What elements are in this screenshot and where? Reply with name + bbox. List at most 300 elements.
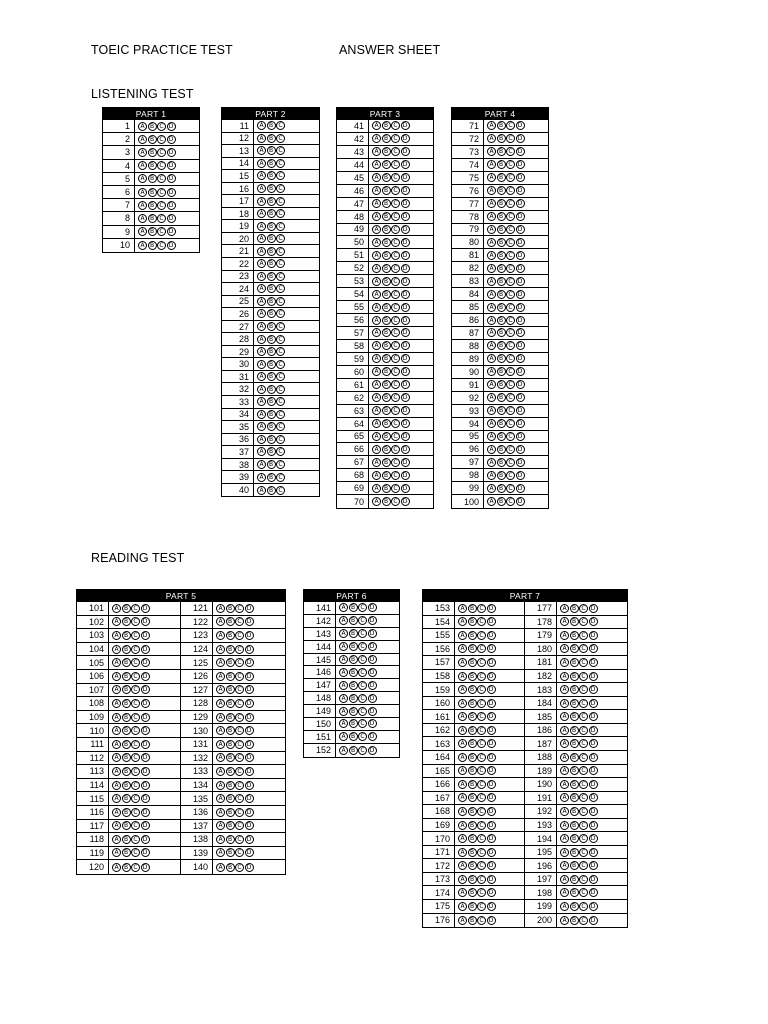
answer-bubble-a[interactable]: A [216,808,225,817]
answer-bubble-b[interactable]: B [468,861,477,870]
answer-bubble-b[interactable]: B [570,766,579,775]
answer-bubble-b[interactable]: B [468,875,477,884]
answer-bubble-d[interactable]: D [589,739,598,748]
answer-bubble-b[interactable]: B [382,458,391,467]
answer-bubble-b[interactable]: B [497,458,506,467]
answer-bubble-c[interactable]: C [579,834,588,843]
answer-bubble-b[interactable]: B [468,753,477,762]
answer-bubble-c[interactable]: C [131,808,140,817]
answer-bubble-d[interactable]: D [245,617,254,626]
answer-bubble-b[interactable]: B [122,781,131,790]
answer-bubble-a[interactable]: A [257,397,266,406]
answer-bubble-d[interactable]: D [401,225,410,234]
answer-bubble-a[interactable]: A [257,222,266,231]
answer-bubble-b[interactable]: B [267,284,276,293]
answer-bubble-c[interactable]: C [579,916,588,925]
answer-bubble-b[interactable]: B [349,707,358,716]
answer-bubble-d[interactable]: D [245,631,254,640]
answer-bubble-d[interactable]: D [516,160,525,169]
answer-bubble-b[interactable]: B [226,835,235,844]
answer-bubble-d[interactable]: D [516,186,525,195]
answer-bubble-c[interactable]: C [477,672,486,681]
answer-bubble-a[interactable]: A [257,309,266,318]
answer-bubble-d[interactable]: D [368,719,377,728]
answer-bubble-d[interactable]: D [516,367,525,376]
answer-bubble-c[interactable]: C [276,486,285,495]
answer-bubble-d[interactable]: D [141,821,150,830]
answer-bubble-d[interactable]: D [487,726,496,735]
answer-bubble-c[interactable]: C [506,238,515,247]
answer-bubble-a[interactable]: A [372,160,381,169]
answer-bubble-a[interactable]: A [487,238,496,247]
answer-bubble-a[interactable]: A [138,241,147,250]
answer-bubble-b[interactable]: B [570,604,579,613]
answer-bubble-b[interactable]: B [267,209,276,218]
answer-bubble-d[interactable]: D [167,241,176,250]
answer-bubble-c[interactable]: C [506,367,515,376]
answer-bubble-c[interactable]: C [358,694,367,703]
answer-bubble-c[interactable]: C [235,781,244,790]
answer-bubble-a[interactable]: A [216,685,225,694]
answer-bubble-c[interactable]: C [579,658,588,667]
answer-bubble-c[interactable]: C [477,766,486,775]
answer-bubble-d[interactable]: D [141,781,150,790]
answer-bubble-a[interactable]: A [372,341,381,350]
answer-bubble-a[interactable]: A [560,685,569,694]
answer-bubble-d[interactable]: D [487,604,496,613]
answer-bubble-a[interactable]: A [257,159,266,168]
answer-bubble-b[interactable]: B [382,186,391,195]
answer-bubble-a[interactable]: A [216,645,225,654]
answer-bubble-c[interactable]: C [276,385,285,394]
answer-bubble-b[interactable]: B [226,604,235,613]
answer-bubble-c[interactable]: C [276,347,285,356]
answer-bubble-a[interactable]: A [216,713,225,722]
answer-bubble-c[interactable]: C [477,888,486,897]
answer-bubble-c[interactable]: C [276,360,285,369]
answer-bubble-a[interactable]: A [458,916,467,925]
answer-bubble-d[interactable]: D [401,380,410,389]
answer-bubble-a[interactable]: A [458,739,467,748]
answer-bubble-a[interactable]: A [458,821,467,830]
answer-bubble-d[interactable]: D [516,316,525,325]
answer-bubble-d[interactable]: D [245,740,254,749]
answer-bubble-d[interactable]: D [487,699,496,708]
answer-bubble-b[interactable]: B [468,902,477,911]
answer-bubble-c[interactable]: C [477,699,486,708]
answer-bubble-c[interactable]: C [477,658,486,667]
answer-bubble-c[interactable]: C [391,303,400,312]
answer-bubble-d[interactable]: D [141,604,150,613]
answer-bubble-d[interactable]: D [401,160,410,169]
answer-bubble-c[interactable]: C [131,753,140,762]
answer-bubble-d[interactable]: D [401,354,410,363]
answer-bubble-b[interactable]: B [382,316,391,325]
answer-bubble-d[interactable]: D [141,808,150,817]
answer-bubble-a[interactable]: A [138,188,147,197]
answer-bubble-d[interactable]: D [368,707,377,716]
answer-bubble-b[interactable]: B [570,672,579,681]
answer-bubble-d[interactable]: D [401,445,410,454]
answer-bubble-c[interactable]: C [506,160,515,169]
answer-bubble-d[interactable]: D [487,672,496,681]
answer-bubble-b[interactable]: B [468,726,477,735]
answer-bubble-d[interactable]: D [245,699,254,708]
answer-bubble-b[interactable]: B [497,160,506,169]
answer-bubble-a[interactable]: A [560,672,569,681]
answer-bubble-d[interactable]: D [589,875,598,884]
answer-bubble-d[interactable]: D [589,916,598,925]
answer-bubble-a[interactable]: A [560,739,569,748]
answer-bubble-b[interactable]: B [570,780,579,789]
answer-bubble-c[interactable]: C [477,631,486,640]
answer-bubble-a[interactable]: A [138,148,147,157]
answer-bubble-a[interactable]: A [112,848,121,857]
answer-bubble-d[interactable]: D [589,672,598,681]
answer-bubble-c[interactable]: C [506,445,515,454]
answer-bubble-c[interactable]: C [358,629,367,638]
answer-bubble-d[interactable]: D [516,303,525,312]
answer-bubble-d[interactable]: D [141,631,150,640]
answer-bubble-c[interactable]: C [235,699,244,708]
answer-bubble-c[interactable]: C [391,290,400,299]
answer-bubble-a[interactable]: A [458,604,467,613]
answer-bubble-b[interactable]: B [382,432,391,441]
answer-bubble-a[interactable]: A [257,197,266,206]
answer-bubble-c[interactable]: C [131,658,140,667]
answer-bubble-c[interactable]: C [276,209,285,218]
answer-bubble-b[interactable]: B [468,712,477,721]
answer-bubble-b[interactable]: B [226,617,235,626]
answer-bubble-a[interactable]: A [112,672,121,681]
answer-bubble-a[interactable]: A [216,848,225,857]
answer-bubble-b[interactable]: B [122,658,131,667]
answer-bubble-a[interactable]: A [112,685,121,694]
answer-bubble-a[interactable]: A [458,861,467,870]
answer-bubble-d[interactable]: D [141,863,150,872]
answer-bubble-b[interactable]: B [468,685,477,694]
answer-bubble-b[interactable]: B [382,173,391,182]
answer-bubble-a[interactable]: A [487,186,496,195]
answer-bubble-c[interactable]: C [391,173,400,182]
answer-bubble-b[interactable]: B [497,121,506,130]
answer-bubble-a[interactable]: A [458,834,467,843]
answer-bubble-c[interactable]: C [506,484,515,493]
answer-bubble-a[interactable]: A [458,875,467,884]
answer-bubble-b[interactable]: B [122,767,131,776]
answer-bubble-b[interactable]: B [382,212,391,221]
answer-bubble-a[interactable]: A [487,497,496,506]
answer-bubble-c[interactable]: C [131,767,140,776]
answer-bubble-b[interactable]: B [267,473,276,482]
answer-bubble-a[interactable]: A [372,393,381,402]
answer-bubble-a[interactable]: A [257,360,266,369]
answer-bubble-a[interactable]: A [372,484,381,493]
answer-bubble-d[interactable]: D [141,617,150,626]
answer-bubble-a[interactable]: A [560,888,569,897]
answer-bubble-d[interactable]: D [487,658,496,667]
answer-bubble-a[interactable]: A [458,644,467,653]
answer-bubble-a[interactable]: A [339,707,348,716]
answer-bubble-d[interactable]: D [516,497,525,506]
answer-bubble-c[interactable]: C [477,780,486,789]
answer-bubble-d[interactable]: D [589,631,598,640]
answer-bubble-a[interactable]: A [560,726,569,735]
answer-bubble-c[interactable]: C [579,631,588,640]
answer-bubble-a[interactable]: A [458,699,467,708]
answer-bubble-a[interactable]: A [257,473,266,482]
answer-bubble-b[interactable]: B [382,199,391,208]
answer-bubble-d[interactable]: D [516,354,525,363]
answer-bubble-a[interactable]: A [560,766,569,775]
answer-bubble-a[interactable]: A [372,199,381,208]
answer-bubble-a[interactable]: A [458,658,467,667]
answer-bubble-a[interactable]: A [487,173,496,182]
answer-bubble-c[interactable]: C [358,719,367,728]
answer-bubble-c[interactable]: C [276,397,285,406]
answer-bubble-d[interactable]: D [516,199,525,208]
answer-bubble-c[interactable]: C [477,617,486,626]
answer-bubble-d[interactable]: D [516,406,525,415]
answer-bubble-b[interactable]: B [349,694,358,703]
answer-bubble-d[interactable]: D [141,767,150,776]
answer-bubble-d[interactable]: D [245,821,254,830]
answer-bubble-d[interactable]: D [487,766,496,775]
answer-bubble-b[interactable]: B [122,685,131,694]
answer-bubble-d[interactable]: D [401,497,410,506]
answer-bubble-c[interactable]: C [579,685,588,694]
answer-bubble-c[interactable]: C [506,316,515,325]
answer-bubble-b[interactable]: B [497,367,506,376]
answer-bubble-c[interactable]: C [235,835,244,844]
answer-bubble-c[interactable]: C [391,147,400,156]
answer-bubble-d[interactable]: D [368,668,377,677]
answer-bubble-a[interactable]: A [257,372,266,381]
answer-bubble-a[interactable]: A [257,486,266,495]
answer-bubble-a[interactable]: A [372,186,381,195]
answer-bubble-a[interactable]: A [339,694,348,703]
answer-bubble-b[interactable]: B [349,642,358,651]
answer-bubble-a[interactable]: A [257,460,266,469]
answer-bubble-c[interactable]: C [579,699,588,708]
answer-bubble-b[interactable]: B [267,234,276,243]
answer-bubble-d[interactable]: D [589,685,598,694]
answer-bubble-a[interactable]: A [487,341,496,350]
answer-bubble-a[interactable]: A [372,277,381,286]
answer-bubble-b[interactable]: B [267,134,276,143]
answer-bubble-b[interactable]: B [148,174,157,183]
answer-bubble-b[interactable]: B [226,672,235,681]
answer-bubble-b[interactable]: B [468,780,477,789]
answer-bubble-a[interactable]: A [458,726,467,735]
answer-bubble-d[interactable]: D [516,212,525,221]
answer-bubble-b[interactable]: B [497,251,506,260]
answer-bubble-b[interactable]: B [148,135,157,144]
answer-bubble-b[interactable]: B [497,341,506,350]
answer-bubble-b[interactable]: B [570,658,579,667]
answer-bubble-d[interactable]: D [167,148,176,157]
answer-bubble-c[interactable]: C [276,146,285,155]
answer-bubble-b[interactable]: B [468,848,477,857]
answer-bubble-a[interactable]: A [487,303,496,312]
answer-bubble-d[interactable]: D [167,214,176,223]
answer-bubble-a[interactable]: A [112,821,121,830]
answer-bubble-a[interactable]: A [138,214,147,223]
answer-bubble-b[interactable]: B [349,681,358,690]
answer-bubble-c[interactable]: C [276,435,285,444]
answer-bubble-a[interactable]: A [339,629,348,638]
answer-bubble-a[interactable]: A [487,354,496,363]
answer-bubble-b[interactable]: B [570,644,579,653]
answer-bubble-a[interactable]: A [372,445,381,454]
answer-bubble-b[interactable]: B [349,668,358,677]
answer-bubble-d[interactable]: D [141,726,150,735]
answer-bubble-d[interactable]: D [141,713,150,722]
answer-bubble-b[interactable]: B [468,739,477,748]
answer-bubble-b[interactable]: B [497,264,506,273]
answer-bubble-c[interactable]: C [157,148,166,157]
answer-bubble-c[interactable]: C [276,272,285,281]
answer-bubble-a[interactable]: A [112,740,121,749]
answer-bubble-c[interactable]: C [131,685,140,694]
answer-bubble-a[interactable]: A [138,122,147,131]
answer-bubble-a[interactable]: A [257,134,266,143]
answer-bubble-d[interactable]: D [401,264,410,273]
answer-bubble-a[interactable]: A [257,209,266,218]
answer-bubble-c[interactable]: C [235,808,244,817]
answer-bubble-d[interactable]: D [516,445,525,454]
answer-bubble-b[interactable]: B [122,821,131,830]
answer-bubble-b[interactable]: B [570,753,579,762]
answer-bubble-c[interactable]: C [235,848,244,857]
answer-bubble-c[interactable]: C [391,199,400,208]
answer-bubble-d[interactable]: D [245,726,254,735]
answer-bubble-c[interactable]: C [235,685,244,694]
answer-bubble-d[interactable]: D [589,807,598,816]
answer-bubble-a[interactable]: A [216,821,225,830]
answer-bubble-c[interactable]: C [579,644,588,653]
answer-bubble-c[interactable]: C [391,264,400,273]
answer-bubble-d[interactable]: D [401,471,410,480]
answer-bubble-a[interactable]: A [257,297,266,306]
answer-bubble-a[interactable]: A [560,712,569,721]
answer-bubble-c[interactable]: C [276,197,285,206]
answer-bubble-a[interactable]: A [339,655,348,664]
answer-bubble-c[interactable]: C [506,147,515,156]
answer-bubble-c[interactable]: C [579,793,588,802]
answer-bubble-a[interactable]: A [560,834,569,843]
answer-bubble-b[interactable]: B [267,159,276,168]
answer-bubble-a[interactable]: A [458,780,467,789]
answer-bubble-d[interactable]: D [401,393,410,402]
answer-bubble-c[interactable]: C [477,739,486,748]
answer-bubble-d[interactable]: D [589,699,598,708]
answer-bubble-c[interactable]: C [506,354,515,363]
answer-bubble-c[interactable]: C [477,807,486,816]
answer-bubble-d[interactable]: D [245,794,254,803]
answer-bubble-a[interactable]: A [112,781,121,790]
answer-bubble-d[interactable]: D [487,739,496,748]
answer-bubble-a[interactable]: A [138,174,147,183]
answer-bubble-b[interactable]: B [382,160,391,169]
answer-bubble-c[interactable]: C [131,848,140,857]
answer-bubble-a[interactable]: A [487,484,496,493]
answer-bubble-c[interactable]: C [131,821,140,830]
answer-bubble-a[interactable]: A [487,328,496,337]
answer-bubble-b[interactable]: B [122,645,131,654]
answer-bubble-a[interactable]: A [257,171,266,180]
answer-bubble-a[interactable]: A [487,199,496,208]
answer-bubble-a[interactable]: A [487,316,496,325]
answer-bubble-c[interactable]: C [131,672,140,681]
answer-bubble-d[interactable]: D [589,902,598,911]
answer-bubble-c[interactable]: C [276,410,285,419]
answer-bubble-b[interactable]: B [570,888,579,897]
answer-bubble-d[interactable]: D [401,303,410,312]
answer-bubble-d[interactable]: D [245,604,254,613]
answer-bubble-c[interactable]: C [506,134,515,143]
answer-bubble-c[interactable]: C [391,251,400,260]
answer-bubble-d[interactable]: D [141,794,150,803]
answer-bubble-a[interactable]: A [257,335,266,344]
answer-bubble-b[interactable]: B [226,781,235,790]
answer-bubble-c[interactable]: C [579,604,588,613]
answer-bubble-a[interactable]: A [339,681,348,690]
answer-bubble-b[interactable]: B [122,713,131,722]
answer-bubble-d[interactable]: D [401,316,410,325]
answer-bubble-c[interactable]: C [391,471,400,480]
answer-bubble-a[interactable]: A [216,781,225,790]
answer-bubble-b[interactable]: B [468,699,477,708]
answer-bubble-d[interactable]: D [401,328,410,337]
answer-bubble-a[interactable]: A [487,406,496,415]
answer-bubble-a[interactable]: A [458,888,467,897]
answer-bubble-a[interactable]: A [339,668,348,677]
answer-bubble-c[interactable]: C [235,604,244,613]
answer-bubble-d[interactable]: D [487,821,496,830]
answer-bubble-a[interactable]: A [372,367,381,376]
answer-bubble-b[interactable]: B [349,732,358,741]
answer-bubble-c[interactable]: C [506,471,515,480]
answer-bubble-a[interactable]: A [487,458,496,467]
answer-bubble-a[interactable]: A [257,184,266,193]
answer-bubble-a[interactable]: A [372,328,381,337]
answer-bubble-d[interactable]: D [589,604,598,613]
answer-bubble-a[interactable]: A [339,732,348,741]
answer-bubble-d[interactable]: D [245,713,254,722]
answer-bubble-c[interactable]: C [358,616,367,625]
answer-bubble-a[interactable]: A [216,767,225,776]
answer-bubble-c[interactable]: C [276,234,285,243]
answer-bubble-a[interactable]: A [138,201,147,210]
answer-bubble-c[interactable]: C [477,644,486,653]
answer-bubble-a[interactable]: A [487,432,496,441]
answer-bubble-b[interactable]: B [349,616,358,625]
answer-bubble-c[interactable]: C [391,212,400,221]
answer-bubble-d[interactable]: D [167,122,176,131]
answer-bubble-d[interactable]: D [487,807,496,816]
answer-bubble-c[interactable]: C [579,902,588,911]
answer-bubble-b[interactable]: B [382,471,391,480]
answer-bubble-c[interactable]: C [391,380,400,389]
answer-bubble-b[interactable]: B [267,335,276,344]
answer-bubble-c[interactable]: C [506,277,515,286]
answer-bubble-d[interactable]: D [487,834,496,843]
answer-bubble-b[interactable]: B [570,712,579,721]
answer-bubble-c[interactable]: C [235,726,244,735]
answer-bubble-d[interactable]: D [487,848,496,857]
answer-bubble-c[interactable]: C [157,161,166,170]
